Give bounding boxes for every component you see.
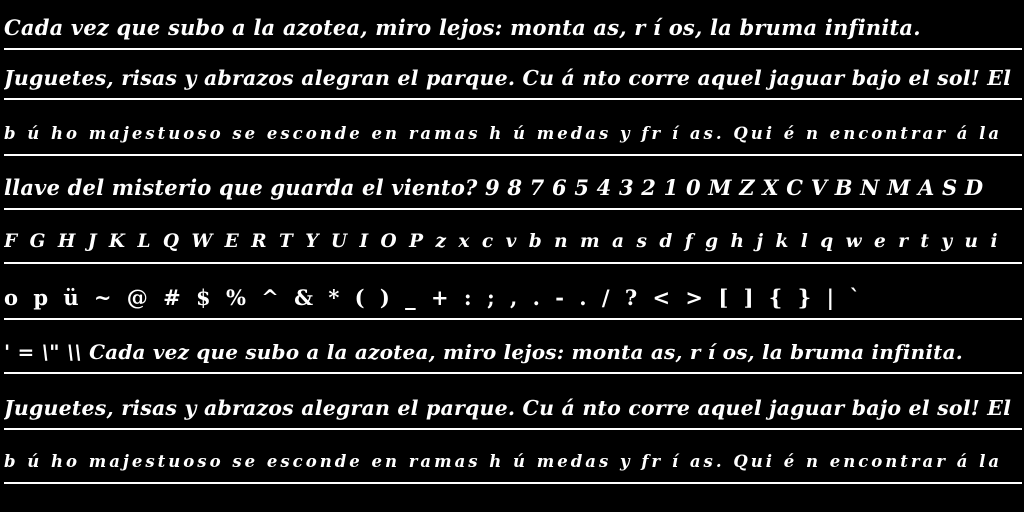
text-line-6: [4, 270, 1022, 320]
text-line-1: [4, 0, 1022, 50]
text-line-5: [4, 214, 1022, 264]
text-line-4: [4, 160, 1022, 210]
text-line-2: [4, 50, 1022, 100]
line-text: o p ü ~ @ # $ % ^ & * ( ) _ + : ; , . - . / ? < > [ ] { } | `: [4, 285, 864, 310]
line-text: b ú ho majestuoso se esconde en ramas h ú medas y fr í as. Qui é n encontrar á la: [4, 452, 1003, 471]
text-line-3: [4, 106, 1022, 156]
line-text: llave del misterio que guarda el viento? 9 8 7 6 5 4 3 2 1 0 M Z X C V B N M A S D: [4, 175, 984, 200]
text-line-7: [4, 324, 1022, 374]
line-text: Juguetes, risas y abrazos alegran el parque. Cu á nto corre aquel jaguar bajo el sol! El: [4, 396, 1012, 420]
text-line-9: [4, 434, 1022, 484]
line-text: F G H J K L Q W E R T Y U I O P z x c v b n m a s d f g h j k l q w e r t y u i: [4, 231, 1001, 252]
line-text: ' = \" \\ Cada vez que subo a la azotea, miro lejos: monta as, r í os, la bruma infinita.: [4, 340, 963, 364]
line-text: b ú ho majestuoso se esconde en ramas h ú medas y fr í as. Qui é n encontrar á la: [4, 124, 1003, 143]
text-line-8: [4, 380, 1022, 430]
line-text: Juguetes, risas y abrazos alegran el parque. Cu á nto corre aquel jaguar bajo el sol! El: [4, 66, 1012, 90]
line-text: Cada vez que subo a la azotea, miro lejos: monta as, r í os, la bruma infinita.: [4, 15, 921, 40]
